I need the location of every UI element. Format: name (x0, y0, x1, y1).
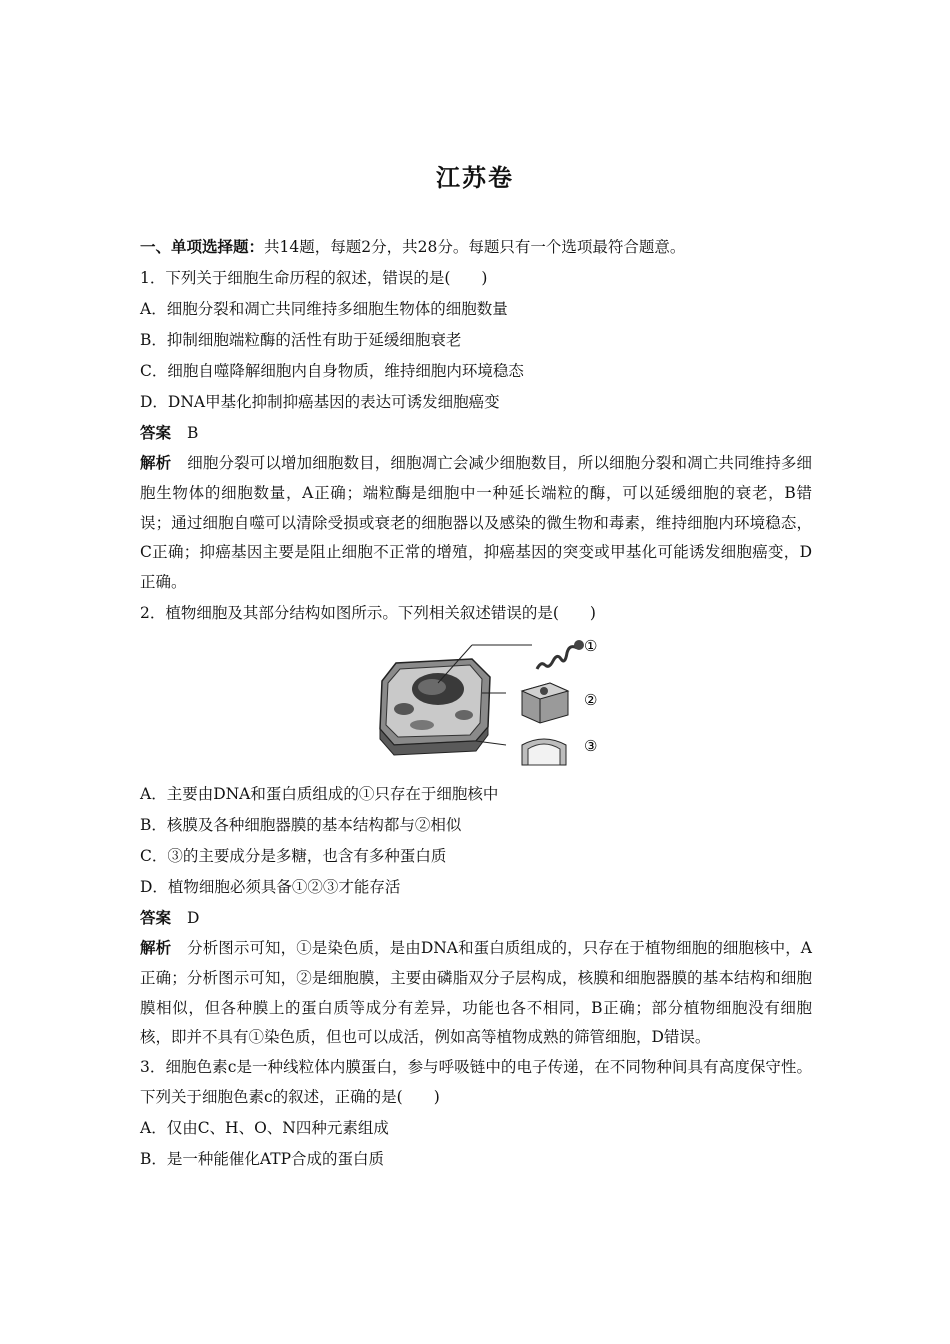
analysis-label: 解析 (140, 938, 172, 957)
question-2-option-b: B．核膜及各种细胞器膜的基本结构都与②相似 (140, 815, 462, 834)
chromatin-illustration (537, 640, 584, 669)
page-title: 江苏卷 (436, 164, 514, 192)
question-3-stem: 3．细胞色素c是一种线粒体内膜蛋白，参与呼吸链中的电子传递，在不同物种间具有高度保守性。下列关于细胞色素c的叙述，正确的是( ) (140, 1058, 812, 1106)
question-3-option-b: B．是一种能催化ATP合成的蛋白质 (140, 1149, 385, 1168)
question-2-option-c: C．③的主要成分是多糖，也含有多种蛋白质 (140, 846, 447, 865)
answer-label: 答案 (140, 908, 172, 927)
cell-wall-illustration (522, 739, 566, 765)
figure-label-3: ③ (584, 736, 598, 755)
figure-label-2: ② (584, 690, 598, 709)
plant-cell-illustration (380, 659, 490, 755)
section-heading (140, 232, 812, 263)
question-1-option-d: D．DNA甲基化抑制抑癌基因的表达可诱发细胞癌变 (140, 393, 500, 411)
plant-cell-diagram (372, 633, 612, 767)
question-2-analysis (140, 934, 812, 1053)
section-label: 一、单项选择题： (140, 238, 265, 256)
question-3-option-a: A．仅由C、H、O、N四种元素组成 (140, 1118, 389, 1137)
analysis-label: 解析 (140, 454, 172, 472)
question-2-stem: 2．植物细胞及其部分结构如图所示。下列相关叙述错误的是( ) (140, 603, 596, 622)
question-1-analysis (140, 449, 812, 598)
exam-content (140, 232, 812, 1175)
analysis-text: 分析图示可知，①是染色质，是由DNA和蛋白质组成的，只存在于植物细胞的细胞核中，A正确；分析图示可知，②是细胞膜，主要由磷脂双分子层构成，核膜和细胞器膜的基本结构和细胞膜相似，但各种膜上的蛋白质等成分有差异，功能也各不相同，B正确；部分植物细胞没有细胞核，即并不具有①染色质，但也可以成活，例如高等植物成熟的筛管细胞，D错误。 (140, 938, 812, 1047)
question-1-option-b: B．抑制细胞端粒酶的活性有助于延缓细胞衰老 (140, 331, 462, 349)
question-1-option-a: A．细胞分裂和凋亡共同维持多细胞生物体的细胞数量 (140, 300, 508, 318)
analysis-text: 细胞分裂可以增加细胞数目，细胞凋亡会减少细胞数目，所以细胞分裂和凋亡共同维持多细胞生物体的细胞数量，A正确；端粒酶是细胞中一种延长端粒的酶，可以延缓细胞的衰老，B错误；通过细胞自噬可以清除受损或衰老的细胞器以及感染的微生物和毒素，维持细胞内环境稳态，C正确；抑癌基因主要是阻止细胞不正常的增殖，抑癌基因的突变或甲基化可能诱发细胞癌变，D正确。 (140, 454, 812, 592)
figure-label-1: ① (584, 636, 598, 655)
question-2-answer (140, 903, 812, 934)
section-description: 共14题，每题2分，共28分。每题只有一个选项最符合题意。 (264, 238, 686, 256)
question-1-answer (140, 418, 812, 449)
question-1-stem: 1．下列关于细胞生命历程的叙述，错误的是( ) (140, 269, 488, 287)
question-2-option-d: D．植物细胞必须具备①②③才能存活 (140, 877, 401, 896)
answer-value: D (187, 908, 200, 927)
question-2-option-a: A．主要由DNA和蛋白质组成的①只存在于细胞核中 (140, 784, 499, 803)
answer-value: B (187, 424, 199, 442)
cell-membrane-illustration (522, 683, 568, 723)
question-1-option-c: C．细胞自噬降解细胞内自身物质，维持细胞内环境稳态 (140, 362, 524, 380)
plant-cell-figure (140, 633, 812, 773)
answer-label: 答案 (140, 424, 172, 442)
